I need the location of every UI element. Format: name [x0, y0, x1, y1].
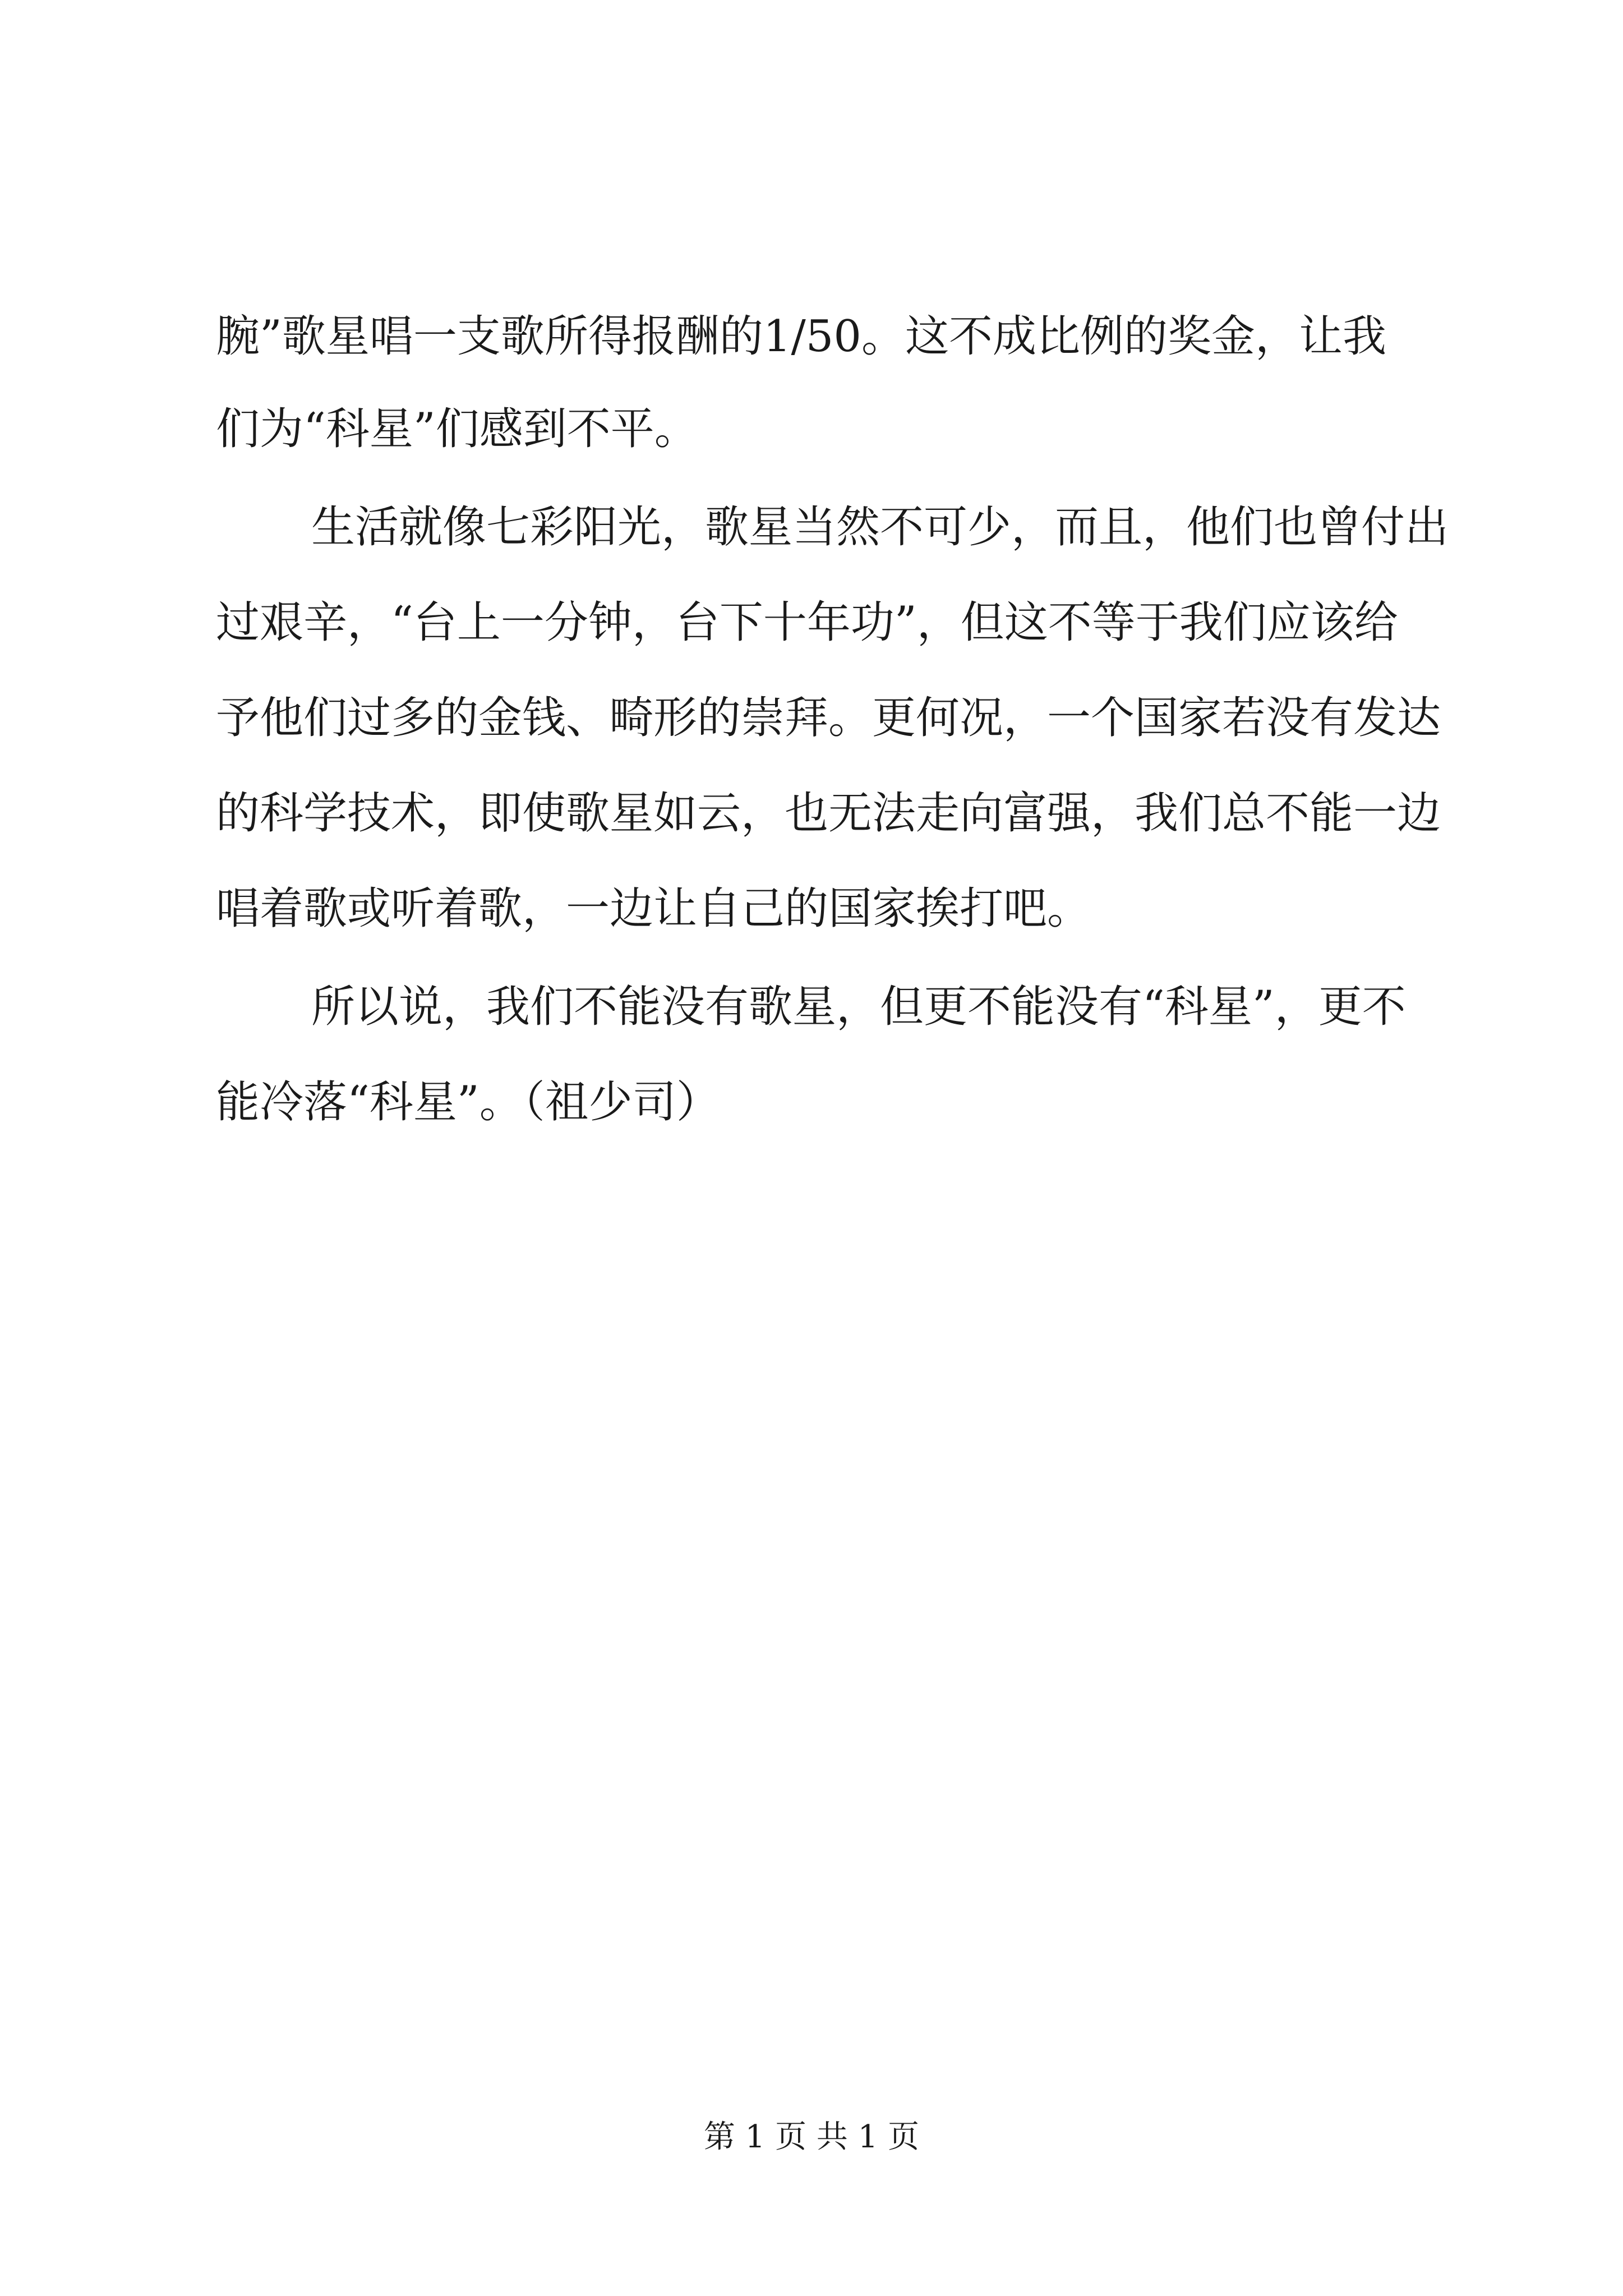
- body-line: 唱着歌或听着歌，一边让自己的国家挨打吧。: [216, 884, 1091, 934]
- body-line: 能冷落“科星”。（祖少司）: [216, 1077, 720, 1128]
- paragraph-start-line: 生活就像七彩阳光，歌星当然不可少，而且，他们也曾付出: [311, 502, 1449, 553]
- body-line: 们为“科星”们感到不平。: [216, 404, 698, 454]
- body-line: 腕”歌星唱一支歌所得报酬的1/50。这不成比例的奖金，让我: [216, 311, 1387, 362]
- paragraph-start-line: 所以说，我们不能没有歌星，但更不能没有“科星”，更不: [311, 982, 1406, 1032]
- page-footer: 第 1 页 共 1 页: [703, 2119, 920, 2155]
- body-line: 的科学技术，即使歌星如云，也无法走向富强，我们总不能一边: [216, 788, 1441, 839]
- body-line: 予他们过多的金钱、畸形的崇拜。更何况，一个国家若没有发达: [216, 693, 1441, 743]
- body-line: 过艰辛，“台上一分钟，台下十年功”，但这不等于我们应该给: [216, 597, 1398, 648]
